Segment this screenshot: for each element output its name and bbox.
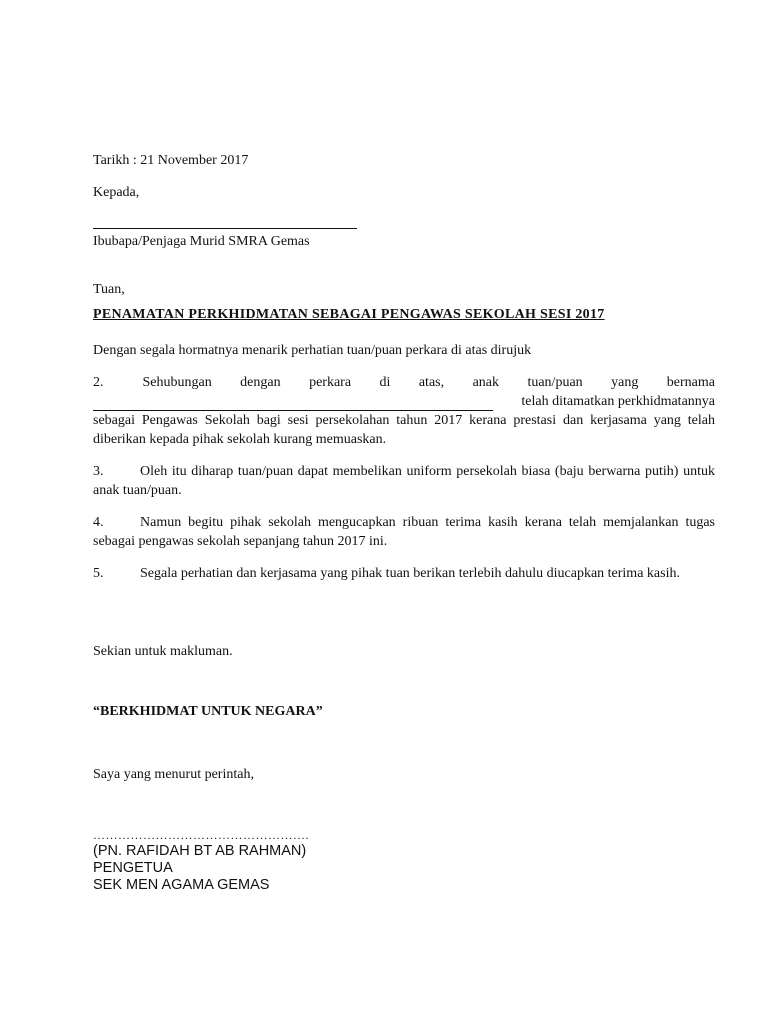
signatory-name: (PN. RAFIDAH BT AB RAHMAN)	[93, 843, 307, 859]
subject-heading: PENAMATAN PERKHIDMATAN SEBAGAI PENGAWAS SEKOLAH SESI 2017	[93, 307, 605, 322]
paragraph-5-number: 5.	[93, 566, 104, 581]
paragraph-2-number: 2.	[93, 375, 104, 390]
signature-line: …………………………………………….	[93, 828, 309, 842]
student-name-blank	[93, 395, 493, 411]
paragraph-3-text: Oleh itu diharap tuan/puan dapat membelikan uniform persekolah biasa (baju berwarna putih) untuk anak tuan/puan.	[93, 464, 715, 498]
paragraph-2-rest: sebagai Pengawas Sekolah bagi sesi persekolahan tahun 2017 kerana prestasi dan kerjasama yang telah diberikan kepada pihak sekolah kurang memuaskan.	[93, 413, 715, 447]
paragraph-4-text: Namun begitu pihak sekolah mengucapkan ribuan terima kasih kerana telah memjalankan tugas sebagai pengawas sekolah sepanjang tahun 2017 ini.	[93, 515, 715, 549]
paragraph-3-number: 3.	[93, 464, 104, 479]
paragraph-2-first-line	[93, 373, 715, 392]
salutation: Tuan,	[93, 282, 125, 297]
motto: “BERKHIDMAT UNTUK NEGARA”	[93, 704, 323, 719]
paragraph-2-second-line	[93, 392, 715, 411]
closing-line: Sekian untuk makluman.	[93, 644, 233, 659]
recipient-blank-line	[93, 213, 357, 229]
intro-paragraph: Dengan segala hormatnya menarik perhatian tuan/puan perkara di atas dirujuk	[93, 343, 532, 358]
paragraph-5-text: Segala perhatian dan kerjasama yang pihak tuan berikan terlebih dahulu diucapkan terima kasih.	[140, 566, 680, 581]
paragraph-3	[93, 462, 715, 500]
signatory-school: SEK MEN AGAMA GEMAS	[93, 877, 270, 893]
date-line: Tarikh : 21 November 2017	[93, 153, 249, 168]
signoff: Saya yang menurut perintah,	[93, 767, 254, 782]
paragraph-4	[93, 513, 715, 551]
recipient: Ibubapa/Penjaga Murid SMRA Gemas	[93, 234, 310, 249]
paragraph-2-after-blank: telah ditamatkan perkhidmatannya	[521, 394, 715, 409]
paragraph-4-number: 4.	[93, 515, 104, 530]
signatory-title: PENGETUA	[93, 860, 173, 876]
paragraph-2	[93, 373, 715, 449]
paragraph-2-first-text: Sehubungan dengan perkara di atas, anak tuan/puan yang bernama	[142, 375, 715, 390]
to-label: Kepada,	[93, 185, 140, 200]
paragraph-5	[93, 564, 715, 583]
